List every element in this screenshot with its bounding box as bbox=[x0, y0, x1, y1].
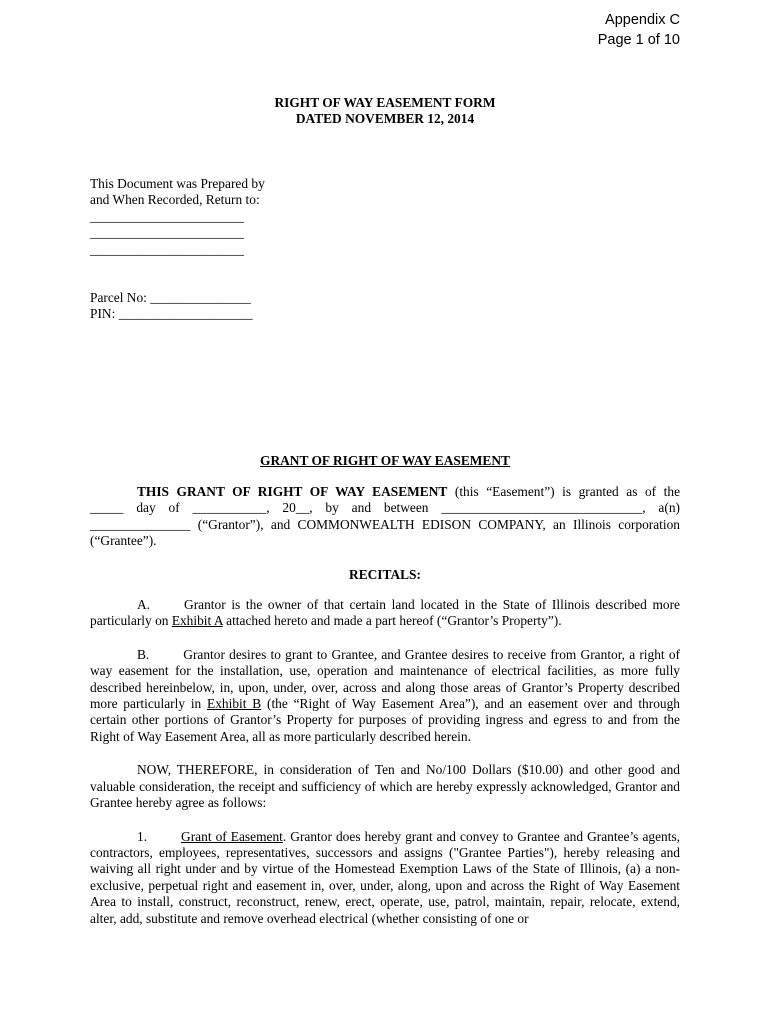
recital-b-text: Grantor desires to grant to Grantee, and Grantee desires to receive from Grantor, a right of way easement for the installation, use, operation and maintenance of electrical facilities, as more fully described hereinbelow, in, upon, under, over, across and along those areas of Grantor’s Property described more particularly in bbox=[90, 646, 680, 712]
appendix-label: Appendix C bbox=[605, 12, 680, 28]
parcel-number-field: Parcel No: _______________ bbox=[90, 290, 251, 305]
prepared-line-1: This Document was Prepared by bbox=[90, 176, 265, 191]
recital-a-label: A. bbox=[137, 597, 151, 613]
return-address-blank-3: _______________________ bbox=[90, 241, 244, 257]
intro-line-3: _______________ (“Grantor”), and COMMONWEALTH EDISON COMPANY, an Illinois corporation bbox=[90, 516, 680, 532]
prepared-line-2: and When Recorded, Return to: bbox=[90, 192, 260, 208]
intro-paragraph bbox=[90, 484, 680, 550]
exhibit-a-reference: Exhibit A bbox=[171, 613, 223, 629]
page-header bbox=[598, 10, 680, 50]
recital-a-text: Grantor is the owner of that certain land located in the State of Illinois described more particularly on bbox=[90, 597, 680, 629]
prepared-by-block bbox=[90, 176, 265, 258]
intro-line-1-rest: (this “Easement”) is granted as of the bbox=[447, 484, 681, 499]
intro-line-1 bbox=[90, 484, 680, 500]
now-therefore-paragraph: NOW, THEREFORE, in consideration of Ten and No/100 Dollars ($10.00) and other good and valuable consideration, the receipt and sufficiency of which are hereby expressly acknowledged, Grantor and Grantee hereby agree as follows: bbox=[90, 762, 680, 811]
parcel-block bbox=[90, 290, 253, 323]
recitals-heading: RECITALS: bbox=[349, 566, 421, 582]
document-body bbox=[90, 484, 680, 944]
recital-b-label: B. bbox=[137, 646, 150, 662]
section-1-heading: Grant of Easement bbox=[181, 828, 283, 844]
pin-field: PIN: ____________________ bbox=[90, 306, 253, 322]
recital-a-text-end: attached hereto and made a part hereof (“Grantor’s Property”). bbox=[222, 613, 562, 629]
intro-bold-title: THIS GRANT OF RIGHT OF WAY EASEMENT bbox=[137, 484, 448, 499]
section-1-text: . Grantor does hereby grant and convey to Grantee and Grantee’s agents, contractors, employees, representatives, successors and assigns ("Grantee Parties"), hereby releasing and waiving all right under and by virtue of the Homestead Exemption Laws of the State of Illinois, (a) a non-exclusive, perpetual right and easement in, over, under, along, upon and across the Right of Way Easement Area to install, construct, reconstruct, renew, erect, operate, use, patrol, maintain, repair, relocate, extend, alter, add, substitute and remove overhead electrical (whether consisting of one or bbox=[90, 828, 681, 926]
recital-b bbox=[90, 647, 680, 745]
title-line-2: DATED NOVEMBER 12, 2014 bbox=[295, 111, 475, 127]
exhibit-b-reference: Exhibit B bbox=[207, 696, 262, 712]
title-line-1: RIGHT OF WAY EASEMENT FORM bbox=[274, 95, 496, 110]
document-title bbox=[90, 95, 680, 128]
recital-b-text-end: (the “Right of Way Easement Area”), and an easement over and through certain other portions of Grantor’s Property for purposes of providing ingress and egress to and from the Right of Way Easement Area, all as more particularly described herein. bbox=[90, 696, 680, 744]
page-number: Page 1 of 10 bbox=[597, 32, 680, 48]
section-1-number: 1. bbox=[137, 828, 148, 844]
intro-line-2: _____ day of ___________, 20__, by and between ______________________________, a(n) bbox=[90, 500, 680, 516]
return-address-blank-2: _______________________ bbox=[90, 225, 244, 241]
intro-line-4: (“Grantee”). bbox=[90, 533, 157, 549]
section-1 bbox=[90, 829, 680, 927]
return-address-blank-1: _______________________ bbox=[90, 208, 244, 224]
recital-a bbox=[90, 597, 680, 630]
grant-heading: GRANT OF RIGHT OF WAY EASEMENT bbox=[260, 453, 510, 468]
